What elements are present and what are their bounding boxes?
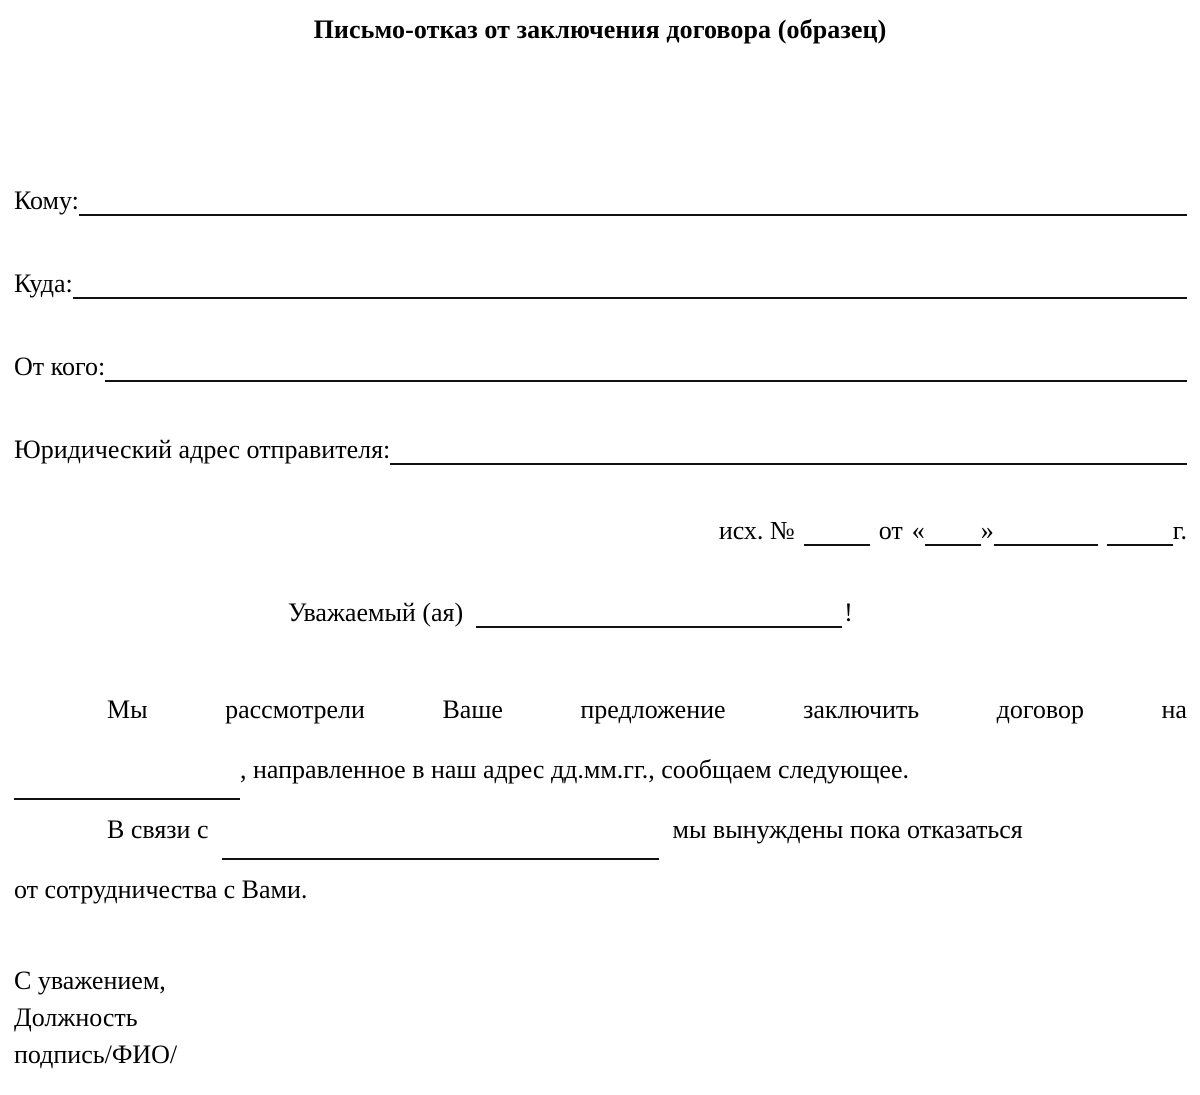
field-input-destination[interactable] [73,271,1187,299]
refusal-reason-tail: мы вынуждены пока отказаться [672,815,1023,844]
closing-regards: С уважением, [14,966,166,995]
field-label-destination: Куда: [14,269,73,298]
field-input-sender[interactable] [105,354,1187,382]
field-row-sender [14,352,1187,382]
paragraph-2-line-2 [14,860,1187,920]
field-row-legal-address [14,435,1187,465]
reference-number-label: исх. № [718,516,795,545]
body-word: предложение [580,695,726,724]
reference-number-input[interactable] [804,518,870,546]
field-input-legal-address[interactable] [390,437,1187,465]
paragraph-1-line-2 [14,740,1187,800]
header-fields-block [14,186,1187,465]
body-word: Мы [107,695,148,724]
paragraph-2-continuation: от сотрудничества с Вами. [14,875,308,904]
quote-close-glyph: » [980,516,994,545]
reference-day-input[interactable] [925,518,981,546]
body-word: на [1161,695,1187,724]
field-input-recipient[interactable] [79,188,1187,216]
salutation-row [288,598,853,628]
salutation-name-input[interactable] [476,600,842,628]
reference-date-preposition: от [878,516,903,545]
body-word: рассмотрели [225,695,365,724]
field-label-recipient: Кому: [14,186,79,215]
paragraph-2-line-1 [14,800,1187,860]
field-label-legal-address: Юридический адрес отправителя: [14,435,391,464]
field-row-recipient [14,186,1187,216]
paragraph-1-line-1 [14,680,1187,740]
closing-block [14,962,177,1073]
salutation-exclamation: ! [844,598,853,627]
year-suffix-label: г. [1172,516,1187,545]
closing-signature: подпись/ФИО/ [14,1040,178,1069]
reference-month-input[interactable] [994,518,1098,546]
refusal-reason-lead: В связи с [107,815,209,844]
page-title: Письмо-отказ от заключения договора (образец) [313,15,887,44]
refusal-reason-input[interactable] [222,832,659,860]
paragraph-1-tail-text: , направленное в наш адрес дд.мм.гг., сообщаем следующее. [240,755,909,784]
body-block [14,680,1187,920]
salutation-label: Уважаемый (ая) [288,598,464,627]
field-row-destination [14,269,1187,299]
reference-number-row [14,516,1187,546]
reference-year-input[interactable] [1107,518,1173,546]
closing-position: Должность [14,1003,138,1032]
body-word: договор [996,695,1084,724]
field-label-sender: От кого: [14,352,106,381]
contract-subject-input[interactable] [14,772,240,800]
quote-open-glyph: « [911,516,925,545]
body-word: заключить [803,695,920,724]
body-word: Ваше [442,695,503,724]
